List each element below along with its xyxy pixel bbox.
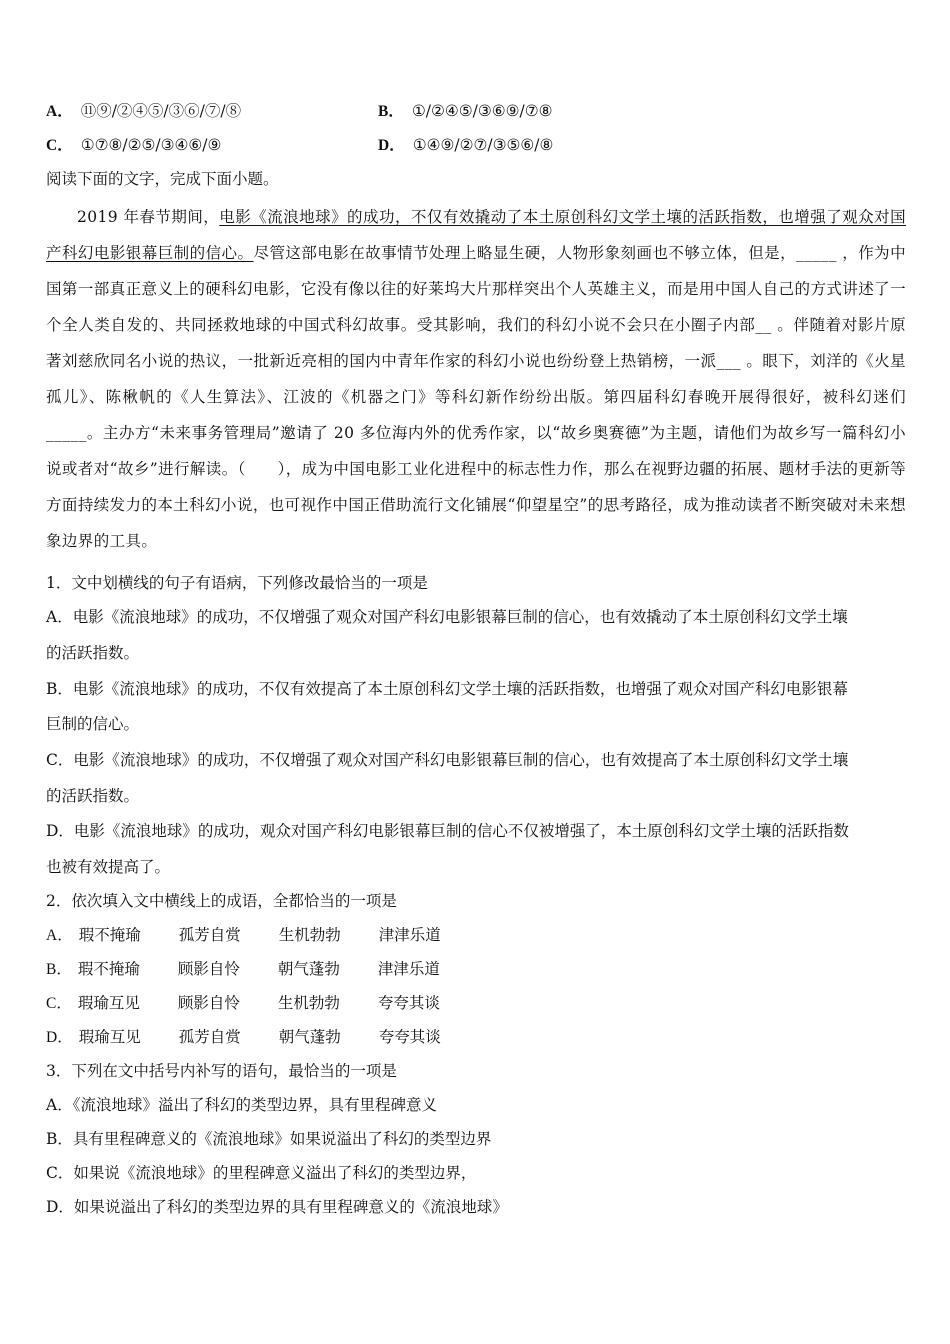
prev-option-c: C． ①⑦⑧/②⑤/③④⑥/⑨ bbox=[46, 136, 222, 154]
q2-option-d: D． 瑕瑜互见 孤芳自赏 朝气蓬勃 夸夸其谈 bbox=[46, 1028, 441, 1046]
q1-option-d-line2: 也被有效提高了。 bbox=[46, 858, 171, 876]
q1-option-b-line1: B．电影《流浪地球》的成功，不仅有效提高了本土原创科幻文学土壤的活跃指数，也增强了观众对国产科幻电影银幕 bbox=[46, 680, 848, 698]
q1-option-a-line2: 的活跃指数。 bbox=[46, 644, 140, 662]
prev-options-row-1 bbox=[46, 101, 906, 121]
q2-option-a: A． 瑕不掩瑜 孤芳自赏 生机勃勃 津津乐道 bbox=[46, 926, 441, 944]
passage-body: 尽管这部电影在故事情节处理上略显生硬，人物形象刻画也不够立体，但是，_____ ，作为中国第一部真正意义上的硬科幻电影，它没有像以往的好莱坞大片那样突出个人英雄主义，而是用中国人自己的方式讲述了一个全人类自发的、共同拯救地球的中国式科幻故事。受其影响，我们的科幻小说不会只在小圈子内部__ 。伴随着对影片原著刘慈欣同名小说的热议，一批新近亮相的国内中青年作家的科幻小说也纷纷登上热销榜，一派___ 。眼下，刘洋的《火星孤儿》、陈楸帆的《人生算法》、江波的《机器之门》等科幻新作纷纷出版。第四届科幻春晚开展得很好，被科幻迷们_____。主办方“未来事务管理局”邀请了 20 多位海内外的优秀作家，以“故乡奥赛德”为主题，请他们为故乡写一篇科幻小说或者对“故乡”进行解读。（ ），成为中国电影工业化进程中的标志性力作，那么在视野边疆的拓展、题材手法的更新等方面持续发力的本土科幻小说，也可视作中国正借助流行文化铺展“仰望星空”的思考路径，成为推动读者不断突破对未来想象边界的工具。 bbox=[46, 244, 907, 550]
prev-option-b: B． ①/②④⑤/③⑥⑨/⑦⑧ bbox=[378, 102, 553, 120]
q3-option-d: D．如果说溢出了科幻的类型边界的具有里程碑意义的《流浪地球》 bbox=[46, 1198, 508, 1216]
q1-option-c-line2: 的活跃指数。 bbox=[46, 787, 140, 805]
reading-passage bbox=[46, 199, 906, 559]
q1-option-c-line1: C．电影《流浪地球》的成功，不仅增强了观众对国产科幻电影银幕巨制的信心，也有效提高了本土原创科幻文学土壤 bbox=[46, 751, 849, 769]
prev-option-d: D． ①④⑨/②⑦/③⑤⑥/⑧ bbox=[378, 136, 554, 154]
prev-option-a: A． ⑪⑨/②④⑤/③⑥/⑦/⑧ bbox=[46, 102, 242, 120]
q1-option-a-line1: A．电影《流浪地球》的成功，不仅增强了观众对国产科幻电影银幕巨制的信心，也有效撬动了本土原创科幻文学土壤 bbox=[46, 608, 848, 626]
q3-option-a: A．《流浪地球》溢出了科幻的类型边界，具有里程碑意义 bbox=[46, 1096, 437, 1114]
passage-intro: 2019 年春节期间， bbox=[77, 208, 220, 226]
reading-instruction: 阅读下面的文字，完成下面小题。 bbox=[46, 170, 279, 188]
q2-option-c: C． 瑕瑜互见 顾影自怜 生机勃勃 夸夸其谈 bbox=[46, 994, 440, 1012]
q3-stem: 3．下列在文中括号内补写的语句，最恰当的一项是 bbox=[46, 1062, 397, 1080]
underlined-sentence: 电影《流浪地球》的成功，不仅有效撬动了本土原创科幻文学土壤的活跃指数，也增强了观众对国产科幻电影银幕巨制的信心。 bbox=[46, 208, 906, 262]
q1-option-b-line2: 巨制的信心。 bbox=[46, 715, 140, 733]
q2-option-b: B． 瑕不掩瑜 顾影自怜 朝气蓬勃 津津乐道 bbox=[46, 960, 440, 978]
q1-option-d-line1: D．电影《流浪地球》的成功，观众对国产科幻电影银幕巨制的信心不仅被增强了，本土原创科幻文学土壤的活跃指数 bbox=[46, 822, 849, 840]
q2-stem: 2．依次填入文中横线上的成语，全都恰当的一项是 bbox=[46, 892, 397, 910]
prev-options-row-2 bbox=[46, 135, 906, 155]
q3-option-b: B．具有里程碑意义的《流浪地球》如果说溢出了科幻的类型边界 bbox=[46, 1130, 492, 1148]
q3-option-c: C．如果说《流浪地球》的里程碑意义溢出了科幻的类型边界， bbox=[46, 1164, 477, 1182]
q1-stem: 1．文中划横线的句子有语病，下列修改最恰当的一项是 bbox=[46, 574, 428, 592]
